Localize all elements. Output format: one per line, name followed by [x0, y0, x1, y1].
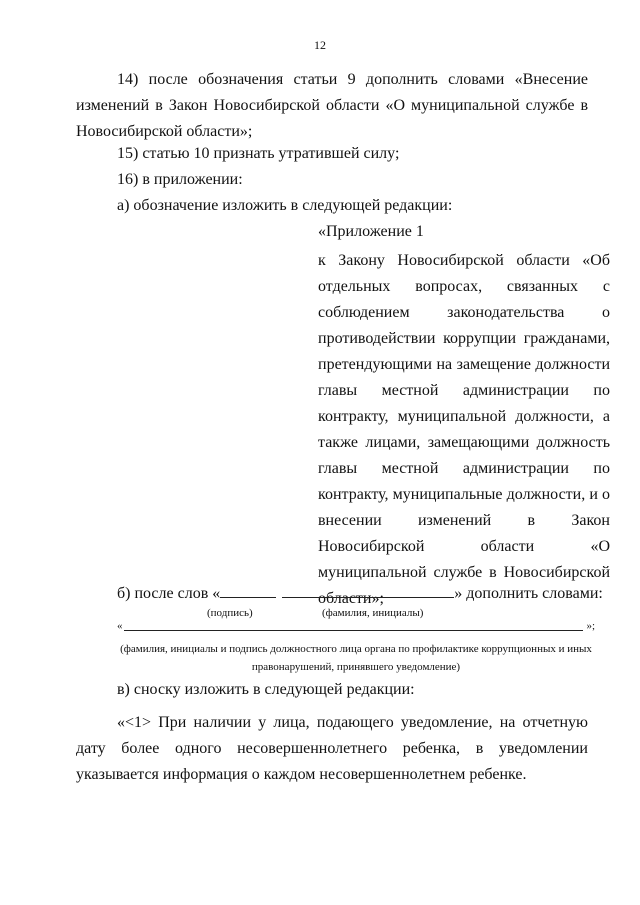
item-15-paragraph: 15) статью 10 признать утратившей силу; — [117, 145, 400, 162]
official-blank — [124, 630, 583, 631]
item-b-suffix: » дополнить словами: — [454, 585, 603, 602]
caption-official: (фамилия, инициалы и подпись должностного лица органа по профилактике коррупционных и иных правонарушений, принявшего уведомление) — [120, 643, 592, 673]
name-blank — [282, 585, 454, 598]
item-14-paragraph: 14) после обозначения статьи 9 дополнить словами «Внесение изменений в Закон Новосибирской области «О муниципальной службе в Новосибирской области»; — [76, 71, 588, 140]
caption-signature: (подпись) — [207, 607, 253, 619]
appendix-title: «Приложение 1 — [318, 223, 424, 240]
close-quote: »; — [586, 620, 595, 632]
page-number: 12 — [314, 38, 326, 52]
appendix-heading-block — [318, 222, 610, 612]
item-a-paragraph: а) обозначение изложить в следующей редакции: — [117, 197, 453, 214]
footnote-paragraph: «<1> При наличии у лица, подающего уведомление, на отчетную дату более одного несовершеннолетнего ребенка, в уведомлении указывается информация о каждом несовершеннолетнем ребенке. — [76, 714, 588, 783]
item-b-paragraph — [117, 584, 603, 604]
item-v-paragraph: в) сноску изложить в следующей редакции: — [117, 681, 415, 698]
item-b-prefix: б) после слов « — [117, 585, 221, 602]
item-16-paragraph: 16) в приложении: — [117, 171, 243, 188]
signature-blank — [220, 585, 276, 598]
appendix-body: к Закону Новосибирской области «Об отдельных вопросах, связанных с соблюдением законодательства о противодействии коррупции гражданами, претендующими на замещение должности главы местной администрации по контракту, муниципальной должности, а также лицами, замещающими должность главы местной администрации по контракту, муниципальные должности, и о внесении изменений в Закон Новосибирской области «О муниципальной службе в Новосибирской области»; — [318, 252, 610, 607]
caption-name: (фамилия, инициалы) — [322, 607, 424, 619]
open-quote: « — [117, 620, 123, 632]
